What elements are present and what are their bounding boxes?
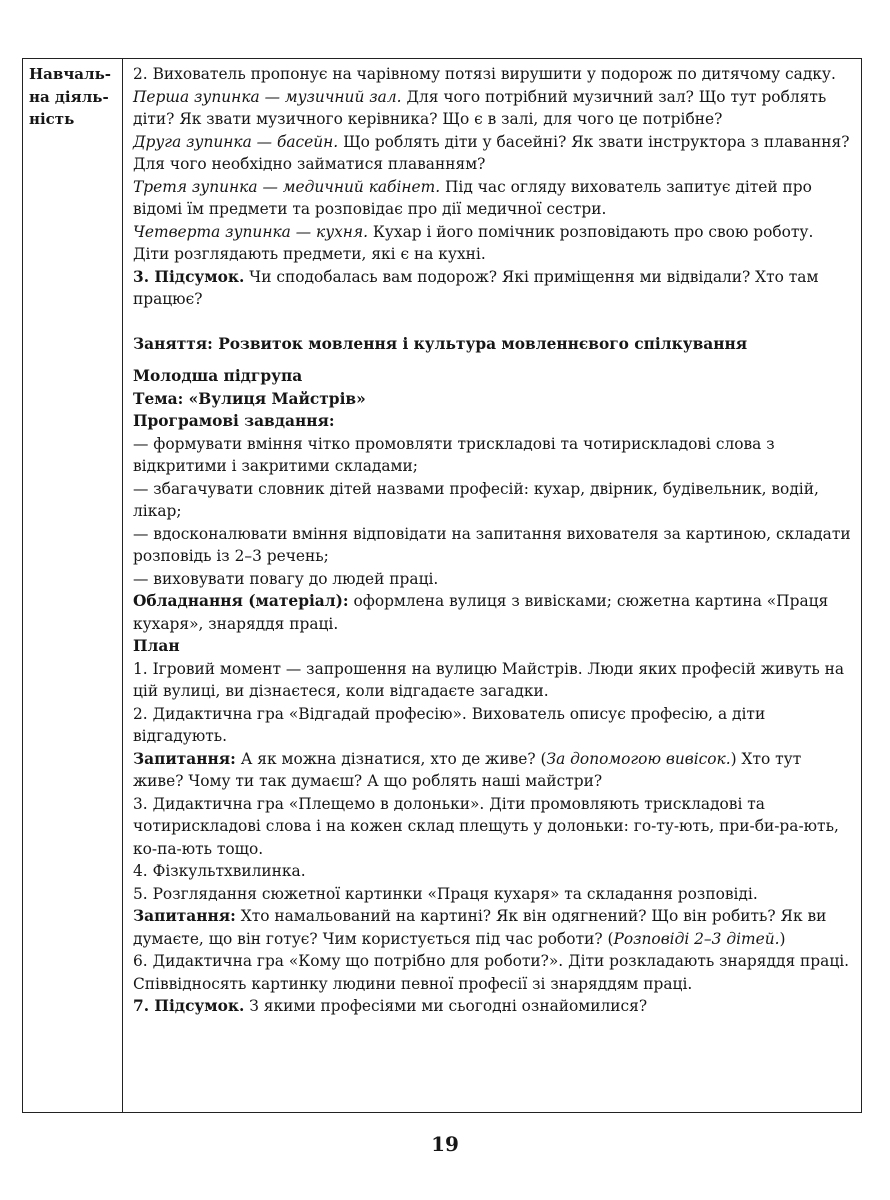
paragraph-stop1: [133, 86, 853, 131]
task-item: — збагачувати словник дітей назвами професій: кухар, двірник, будівельник, водій, лікар;: [133, 479, 819, 520]
plan-item-5: 5. Розглядання сюжетної картинки «Праця кухаря» та складання розповіді.: [133, 884, 758, 903]
paragraph-stop2: [133, 131, 853, 176]
plan-item-7: [133, 995, 853, 1018]
activity-label-line: на діяль-: [29, 87, 109, 106]
activity-label-line: ність: [29, 110, 75, 128]
spacer: [133, 311, 853, 333]
equipment-text: оформлена вулиця з вивісками; сюжетна картина «Праця кухаря», знаряддя праці.: [133, 592, 829, 633]
stop4-text: Кухар і його помічник розповідають про свою роботу. Діти розглядають предмети, які є на кухні.: [133, 222, 814, 263]
question-text: ) Хто тут живе? Чому ти так думаєш? А що роблять наші майстри?: [133, 749, 802, 790]
summary-text: З якими професіями ми сьогодні ознайомилися?: [244, 997, 648, 1015]
plan-heading: План: [133, 637, 180, 655]
stop4-title: Четверта зупинка — кухня.: [133, 222, 369, 241]
item3-text: Чи сподобалась вам подорож? Які приміщення ми відвідали? Хто там працює?: [133, 267, 819, 308]
question-label: Запитання:: [133, 749, 236, 768]
topic-heading: Тема: «Вулиця Майстрів»: [133, 389, 366, 408]
task-item: — вдосконалювати вміння відповідати на запитання вихователя за картиною, складати розповідь із 2–3 речень;: [133, 524, 851, 565]
stop3-title: Третя зупинка — медичний кабінет.: [133, 177, 441, 196]
lesson-table: [22, 58, 862, 1113]
question-paragraph-1: [133, 748, 853, 793]
stop2-title: Друга зупинка — басейн.: [133, 132, 339, 151]
activity-label-cell: [23, 59, 123, 1112]
stop1-title: Перша зупинка — музичний зал.: [133, 87, 402, 106]
plan-item-6: 6. Дидактична гра «Кому що потрібно для роботи?». Діти розкладають знаряддя праці. Співвідносять картинку людини певної професії зі знаряддям праці.: [133, 952, 850, 993]
paragraph-item2: [133, 63, 853, 86]
item2-text: 2. Вихователь пропонує на чарівному потязі вирушити у подорож по дитячому садку.: [133, 65, 836, 83]
lesson-heading: Заняття: Розвиток мовлення і культура мовленнєвого спілкування: [133, 334, 748, 353]
paragraph-item3: [133, 266, 853, 311]
activity-label-line: Навчаль-: [29, 65, 111, 83]
question-label: Запитання:: [133, 907, 236, 925]
paragraph-stop4: [133, 221, 853, 266]
question-italic: За допомогою вивісок.: [546, 749, 731, 768]
page-number: 19: [431, 1132, 459, 1156]
plan-item-4: 4. Фізкультхвилинка.: [133, 862, 306, 880]
question-text: ): [779, 929, 786, 948]
stop3-text: Під час огляду вихователь запитує дітей про відомі їм предмети та розповідає про дії медичної сестри.: [133, 177, 812, 218]
paragraph-stop3: [133, 176, 853, 221]
stop2-text: Що роблять діти у басейні? Як звати інструктора з плавання? Для чого необхідно займатися плаванням?: [133, 132, 850, 173]
question-italic: Розповіді 2–3 дітей.: [613, 929, 780, 948]
tasks-heading: Програмові завдання:: [133, 412, 335, 430]
question-paragraph-2: [133, 905, 853, 950]
plan-item-1: 1. Ігровий момент — запрошення на вулицю Майстрів. Люди яких професій живуть на цій вулиці, ви дізнаєтеся, коли відгадаєте загадки.: [133, 659, 845, 700]
plan-item-2: 2. Дидактична гра «Відгадай професію». Вихователь описує професію, а діти відгадують.: [133, 704, 766, 745]
plan-item-3: 3. Дидактична гра «Плещемо в долоньки». Діти промовляють трискладові та чотирискладові слова і на кожен склад плещуть у долоньки: го-ту-ють, при-би-ра-ють, ко-па-ють тощо.: [133, 794, 839, 858]
subgroup-heading: Молодша підгрупа: [133, 367, 303, 385]
equipment-label: Обладнання (матеріал):: [133, 592, 349, 610]
activity-content-cell: [123, 59, 861, 1112]
question-text: А як можна дізнатися, хто де живе? (: [235, 749, 547, 768]
spacer: [133, 355, 853, 365]
question-text: Хто намальований на картині? Як він одягнений? Що він робить? Як ви думаєте, що він готує? Чим користується під час роботи? (: [133, 907, 827, 948]
task-item: — виховувати повагу до людей праці.: [133, 569, 439, 588]
item3-label: 3. Підсумок.: [133, 267, 245, 286]
task-item: — формувати вміння чітко промовляти трискладові та чотирискладові слова з відкритими і закритими складами;: [133, 434, 775, 475]
stop1-text: Для чого потрібний музичний зал? Що тут роблять діти? Як звати музичного керівника? Що є в залі, для чого це потрібне?: [133, 87, 827, 128]
equipment-paragraph: [133, 590, 853, 635]
summary-label: 7. Підсумок.: [133, 997, 245, 1015]
